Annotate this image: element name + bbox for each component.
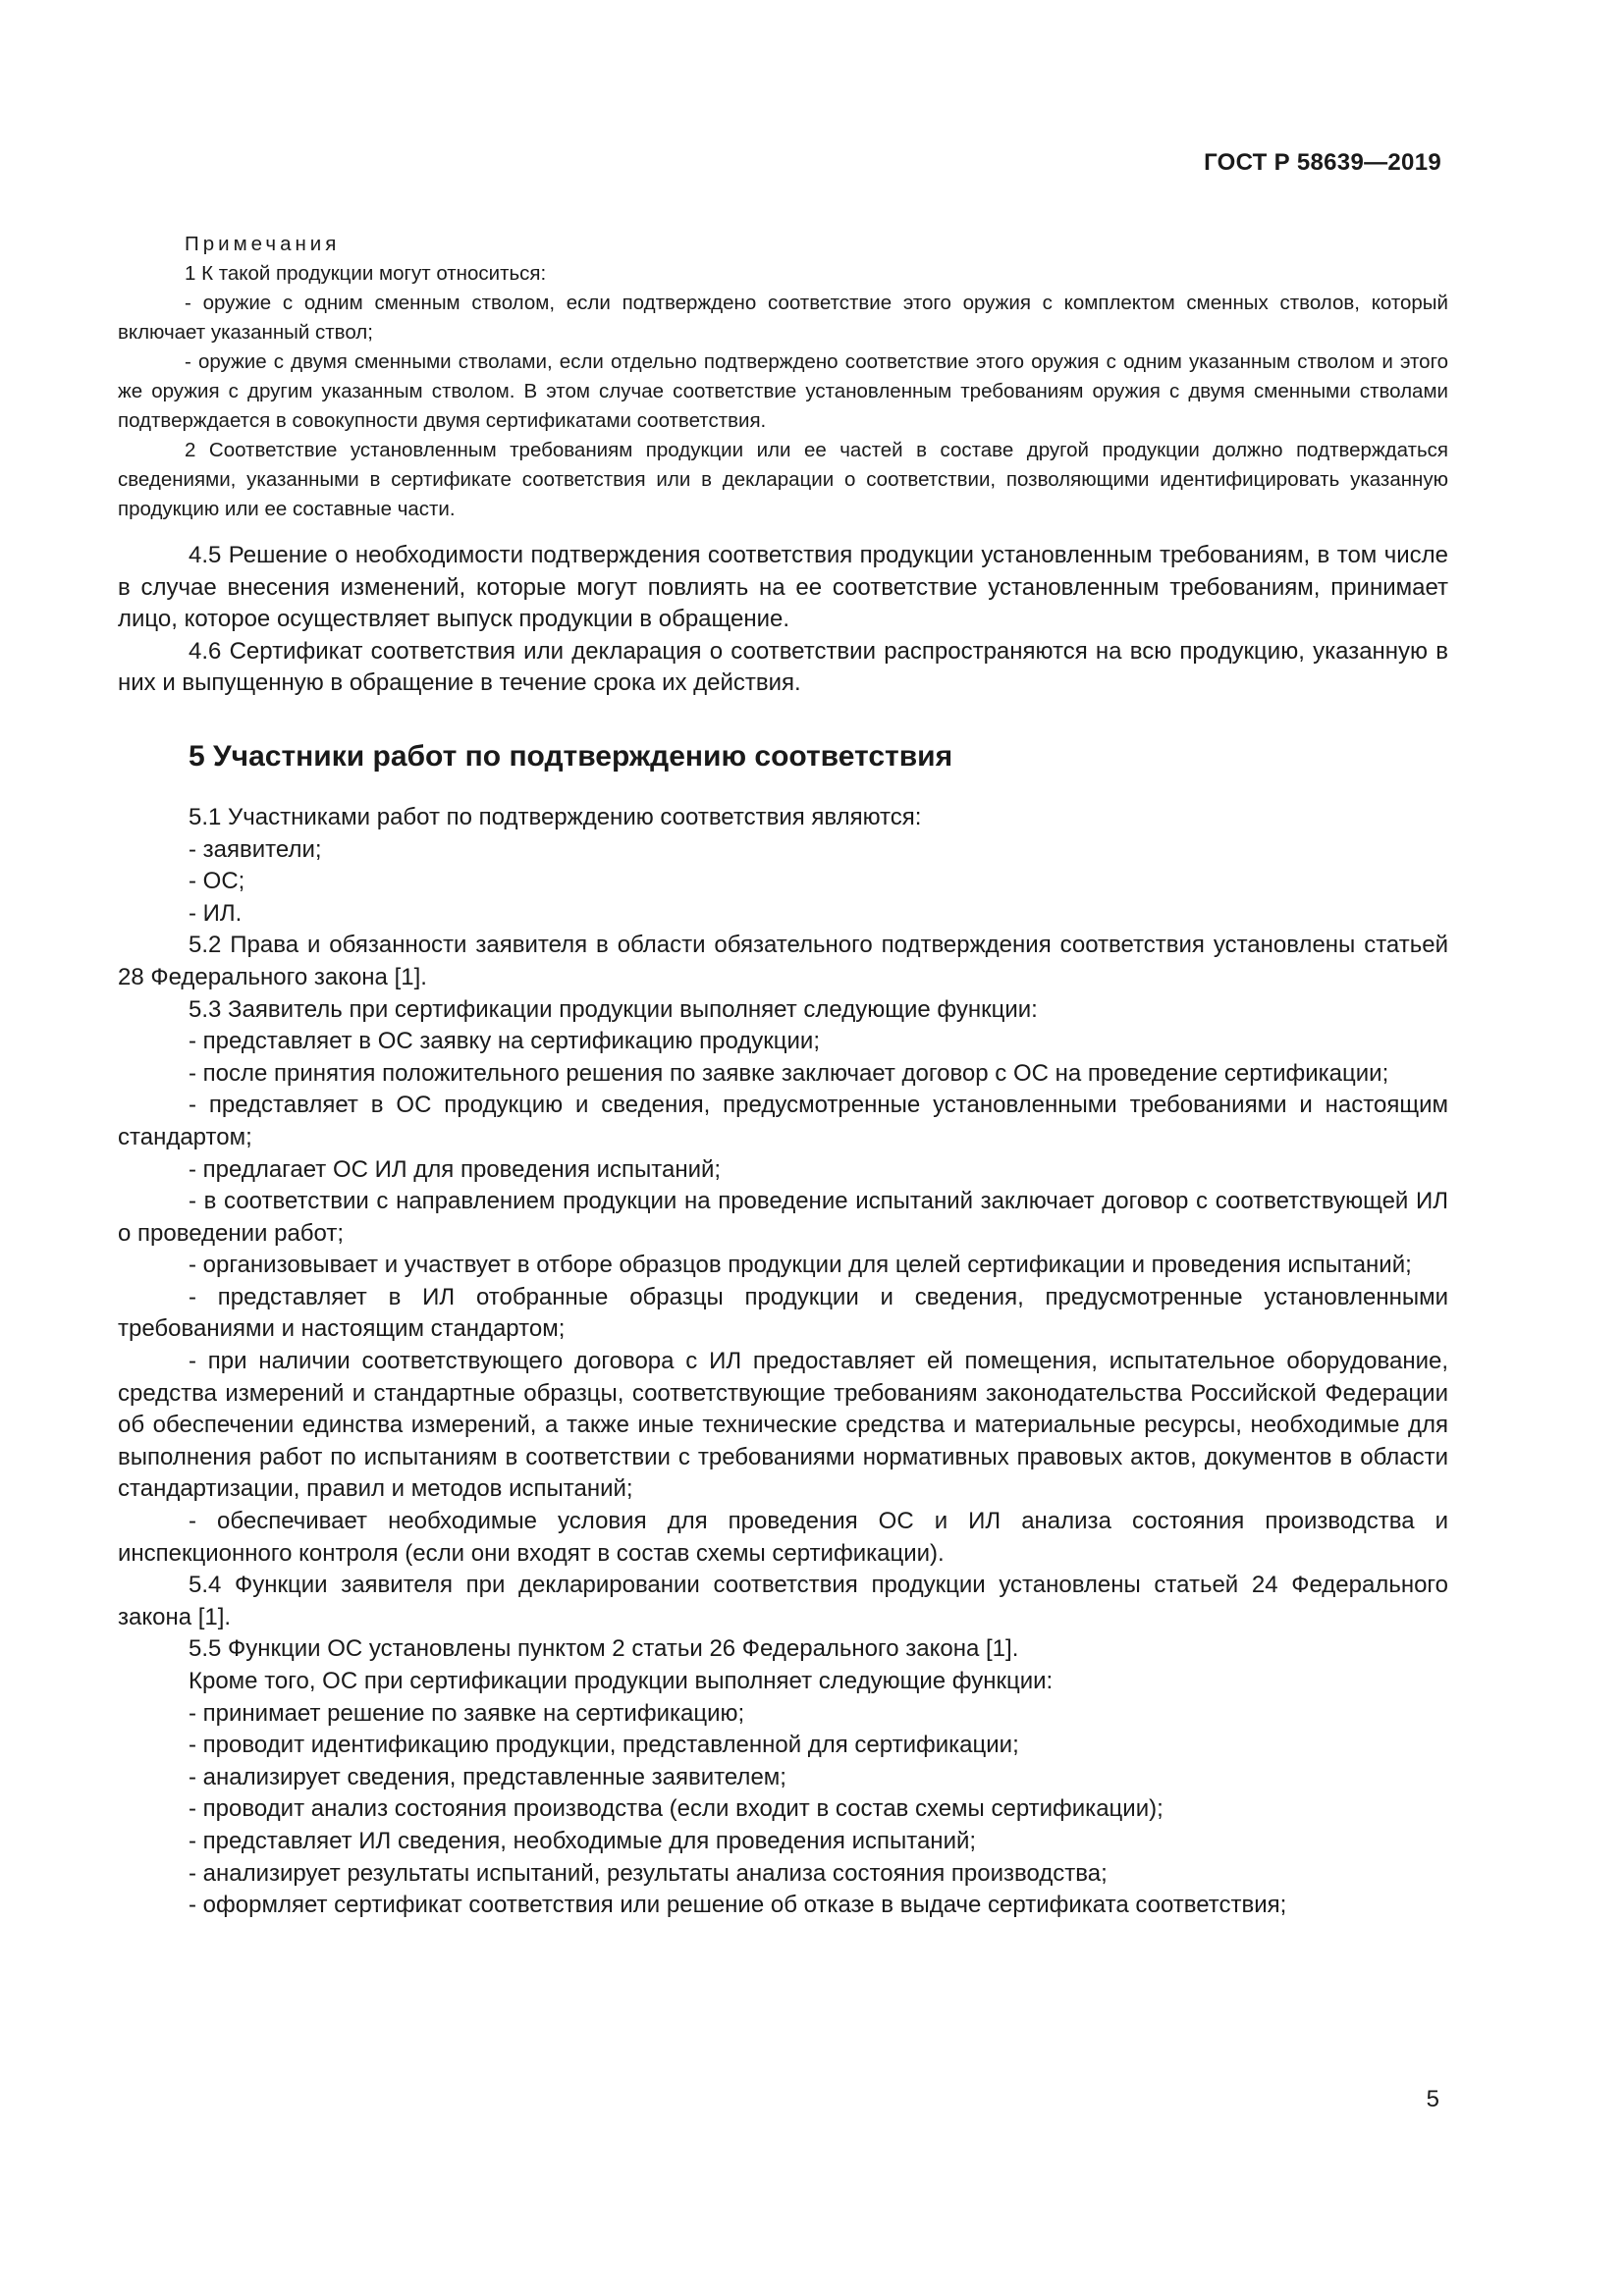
list-item: - при наличии соответствующего договора с ИЛ предоставляет ей помещения, испытательное оборудование, средства измерений и стандартные образцы, соответствующие требованиям законодательства Российской Федерации об обеспечении единства измерений, а также иные технические средства и материальные ресурсы, необходимые для выполнения работ по испытаниям в соответствии с требованиями нормативных правовых актов, документов в области стандартизации, правил и методов испытаний; (118, 1348, 1448, 1503)
list-item: - оформляет сертификат соответствия или решение об отказе в выдаче сертификата соответствия; (189, 1892, 1287, 1919)
note-paragraph: - оружие с одним сменным стволом, если подтверждено соответствие этого оружия с комплектом сменных стволов, который включает указанный ствол; (118, 292, 1448, 344)
note-paragraph: 1 К такой продукции могут относиться: (185, 262, 547, 285)
note-paragraph: - оружие с двумя сменными стволами, если отдельно подтверждено соответствие этого оружия с одним указанным стволом и этого же оружия с другим указанным стволом. В этом случае соответствие установленным требованиям оружия с двумя сменными стволами подтверждается в совокупности двумя сертификатами соответствия. (118, 350, 1448, 432)
list-item: - организовывает и участвует в отборе образцов продукции для целей сертификации и проведения испытаний; (189, 1252, 1412, 1279)
list-item: - принимает решение по заявке на сертификацию; (189, 1699, 745, 1727)
list-item: - заявители; (189, 835, 322, 863)
page-number: 5 (1426, 2086, 1439, 2112)
list-item: - представляет в ОС заявку на сертификацию продукции; (189, 1028, 821, 1055)
list-item: - проводит анализ состояния производства (если входит в состав схемы сертификации); (189, 1795, 1164, 1823)
document-id: ГОСТ Р 58639—2019 (1204, 149, 1441, 176)
note-paragraph: 2 Соответствие установленным требованиям продукции или ее частей в составе другой продукции должно подтверждаться сведениями, указанными в сертификате соответствия или в декларации о соответствии, позволяющими идентифицировать указанную продукцию или ее составные части. (118, 439, 1448, 520)
list-item: - ИЛ. (189, 899, 243, 927)
clause-4-5: 4.5 Решение о необходимости подтверждения соответствия продукции установленным требованиям, в том числе в случае внесения изменений, которые могут повлиять на ее соответствие установленным требованиям, принимает лицо, которое осуществляет выпуск продукции в обращение. (118, 542, 1448, 633)
clause-5-1: 5.1 Участниками работ по подтверждению соответствия являются: (189, 803, 922, 830)
list-item: - проводит идентификацию продукции, представленной для сертификации; (189, 1732, 1019, 1759)
section-5-heading: 5 Участники работ по подтверждению соответствия (189, 739, 953, 773)
clause-5-2: 5.2 Права и обязанности заявителя в области обязательного подтверждения соответствия установлены статьей 28 Федерального закона [1]. (118, 932, 1448, 990)
clause-5-5: 5.5 Функции ОС установлены пунктом 2 статьи 26 Федерального закона [1]. (189, 1635, 1019, 1663)
list-item: - в соответствии с направлением продукции на проведение испытаний заключает договор с соответствующей ИЛ о проведении работ; (118, 1188, 1448, 1247)
list-item: - предлагает ОС ИЛ для проведения испытаний; (189, 1155, 722, 1183)
clause-5-4: 5.4 Функции заявителя при декларировании соответствия продукции установлены статьей 24 Федерального закона [1]. (118, 1572, 1448, 1630)
paragraph: Кроме того, ОС при сертификации продукции выполняет следующие функции: (189, 1668, 1054, 1694)
list-item: - представляет ИЛ сведения, необходимые для проведения испытаний; (189, 1827, 977, 1854)
list-item: - анализирует сведения, представленные заявителем; (189, 1763, 786, 1790)
notes-block (118, 230, 1448, 524)
clause-5-3: 5.3 Заявитель при сертификации продукции выполняет следующие функции: (189, 995, 1038, 1023)
list-item: - представляет в ОС продукцию и сведения, предусмотренные установленными требованиями и настоящим стандартом; (118, 1092, 1448, 1150)
list-item: - анализирует результаты испытаний, результаты анализа состояния производства; (189, 1859, 1108, 1887)
clause-4-6: 4.6 Сертификат соответствия или декларация о соответствии распространяются на всю продукцию, указанную в них и выпущенную в обращение в течение срока их действия. (118, 637, 1448, 697)
notes-title: Примечания (185, 233, 341, 255)
list-item: - после принятия положительного решения по заявке заключает договор с ОС на проведение сертификации; (189, 1059, 1389, 1087)
document-body (118, 540, 1448, 1922)
list-item: - обеспечивает необходимые условия для проведения ОС и ИЛ анализа состояния производства и инспекционного контроля (если они входят в состав схемы сертификации). (118, 1508, 1448, 1567)
list-item: - ОС; (189, 868, 245, 895)
list-item: - представляет в ИЛ отобранные образцы продукции и сведения, предусмотренные установленными требованиями и настоящим стандартом; (118, 1283, 1448, 1343)
